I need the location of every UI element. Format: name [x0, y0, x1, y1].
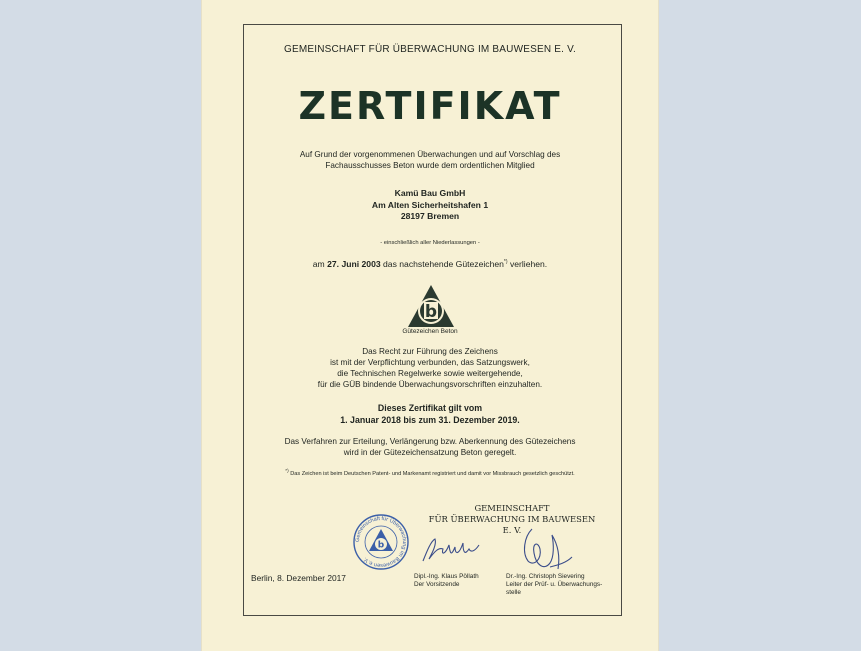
svg-text:Gemeinschaft für Überwachung i: Gemeinschaft für Überwachung im Bauwesen e.V. [354, 515, 408, 569]
signer-2-name: Dr.-Ing. Christoph Sievering [506, 573, 585, 580]
place-and-date: Berlin, 8. Dezember 2017 [251, 573, 346, 583]
logo-letter: b [424, 302, 438, 322]
issuing-organization: GEMEINSCHAFT FÜR ÜBERWACHUNG IM BAUWESEN E. V. [283, 44, 576, 55]
award-statement: am 27. Juni 2003 das nachstehende Gütezeichen*) verliehen. [312, 259, 548, 269]
signature-poellath [417, 533, 487, 565]
signer-1-role: Der Vorsitzende [414, 581, 460, 588]
company-name: Kamü Bau GmbH [394, 188, 466, 198]
signer-1-name: Dipl.-Ing. Klaus Pöllath [414, 573, 479, 580]
rights-text: Das Recht zur Führung des Zeichens ist mit der Verpflichtung verbunden, das Satzungswerk, die Technischen Regelwerke sowie weitergehende, für die GÜB bindende Überwachungsvorschriften einzuhalten. [317, 347, 543, 389]
footnote: *) Das Zeichen ist beim Deutschen Patent- und Markenamt registriert und damit vor Missbrauch gesetzlich geschützt. [285, 468, 575, 477]
guetezeichen-beton-logo-icon [406, 283, 456, 329]
award-date: 27. Juni 2003 [327, 259, 381, 269]
procedure-text: Das Verfahren zur Erteilung, Verlängerung bzw. Aberkennung des Gütezeichens wird in der Gütezeichensatzung Beton geregelt. [284, 437, 576, 457]
signer-2-role: Leiter der Prüf- u. Überwachungs- stelle [506, 581, 603, 596]
company-city: 28197 Bremen [400, 211, 460, 221]
certificate-title: ZERTIFIKAT [298, 84, 562, 128]
logo-caption: Gütezeichen Beton [402, 328, 458, 335]
signer-1 [414, 573, 479, 589]
official-seal-icon [352, 513, 410, 571]
certificate-sheet [202, 0, 658, 651]
intro-text: Auf Grund der vorgenommenen Überwachungen und auf Vorschlag des Fachausschusses Beton wurde dem ordentlichen Mitglied [299, 150, 561, 170]
seal-letter: b [377, 540, 385, 551]
signing-organization: GEMEINSCHAFT FÜR ÜBERWACHUNG IM BAUWESEN E. V. [428, 503, 596, 535]
validity-period: Dieses Zertifikat gilt vom 1. Januar 2018 bis zum 31. Dezember 2019. [340, 403, 520, 425]
company-address [202, 188, 658, 223]
branches-note: - einschließlich aller Niederlassungen - [380, 240, 480, 246]
signature-sievering [514, 523, 574, 575]
signer-2 [506, 573, 616, 597]
company-street: Am Alten Sicherheitshafen 1 [371, 199, 489, 210]
